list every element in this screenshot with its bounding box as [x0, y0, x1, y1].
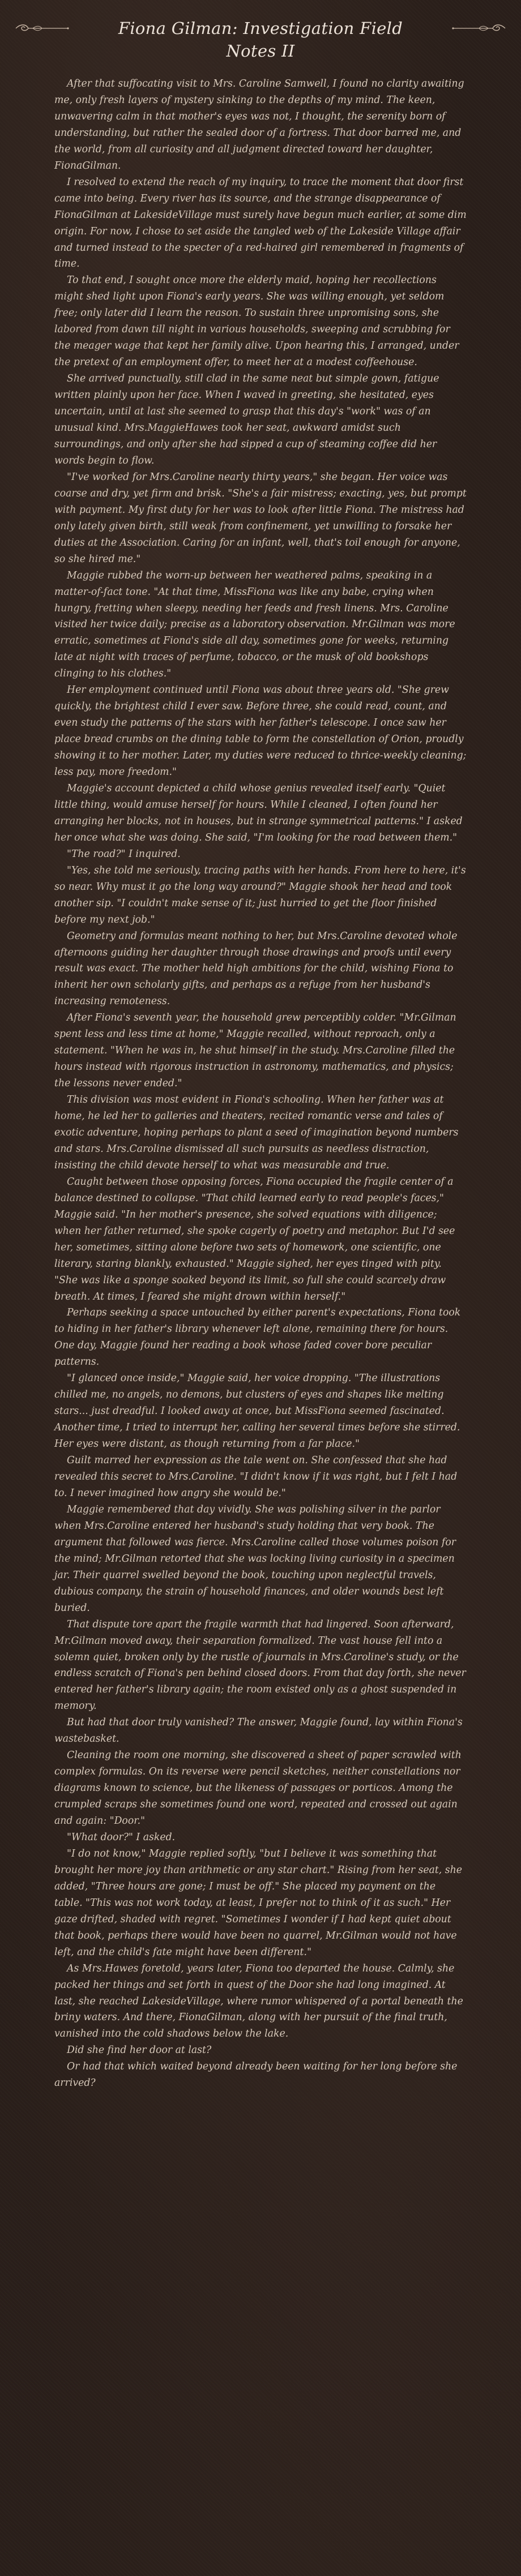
paragraph: "I glanced once inside," Maggie said, her voice dropping. "The illustrations chilled me, no angels, no demons, but clusters of eyes and shapes like melting stars... just dreadful. I looked away at once, but MissFiona seemed fascinated. Another time, I tried to interrupt her, calling her several times before she stirred. Her eyes were distant, as though returning from a far place.": [54, 1373, 460, 1450]
right-flourish-icon: [451, 23, 507, 34]
paragraph: That dispute tore apart the fragile warmth that had lingered. Soon afterward, Mr.Gilman moved away, their separation formalized. The vast house fell into a solemn quiet, broken only by the rustle of journals in Mrs.Caroline's study, or the endless scratch of Fiona's pen behind closed doors. From that day forth, she never entered her father's library again; the room existed only as a ghost suspended in memory.: [54, 1618, 466, 1712]
paragraph: Maggie's account depicted a child whose genius revealed itself early. "Quiet little thing, would amuse herself for hours. While I cleaned, I often found her arranging her blocks, not in houses, but in strange symmetrical patterns." I asked her once what she was doing. She said, "I'm looking for the road between them.": [54, 782, 463, 843]
paragraph: Maggie remembered that day vividly. She was polishing silver in the parlor when Mrs.Caroline entered her husband's study holding that very book. The argument that followed was fierce. Mrs.Caroline called those volumes poison for the mind; Mr.Gilman retorted that she was locking living curiosity in a specimen jar. Their quarrel swelled beyond the book, touching upon neglectful travels, dubious company, the strain of household finances, and older wounds best left buried.: [54, 1503, 456, 1614]
paragraph: "I do not know," Maggie replied softly, "but I believe it was something that brought her more joy than arithmetic or any star chart." Rising from her seat, she added, "Three hours are gone; I must be off." She placed my payment on the table. "This was not work today, at least, I prefer not to think of it as such." Her gaze drifted, shaded with regret. "Sometimes I wonder if I had kept quiet about that book, perhaps there would have been no quarrel, Mr.Gilman would not have left, and the child's fate might have been different.": [54, 1848, 463, 1958]
paragraph: After Fiona's seventh year, the household grew perceptibly colder. "Mr.Gilman spent less and less time at home," Maggie recalled, without reproach, only a statement. "When he was in, he shut himself in the study. Mrs.Caroline filled the hours instead with rigorous instruction in astronomy, mathematics, and physics; the lessons never ended.": [54, 1012, 456, 1090]
paragraph: Guilt marred her expression as the tale went on. She confessed that she had revealed this secret to Mrs.Caroline. "I didn't know if it was right, but I felt I had to. I never imagined how angry she would be.": [54, 1455, 458, 1499]
paragraph: After that suffocating visit to Mrs. Caroline Samwell, I found no clarity awaiting me, only fresh layers of mystery sinking to the depths of my mind. The keen, unwavering calm in that mother's eyes was not, I thought, the serenity born of understanding, but rather the sealed door of a fortress. That door barred me, and the world, from all curiosity and all judgment directed toward her daughter, FionaGilman.: [54, 78, 464, 172]
paragraph: She arrived punctually, still clad in the same neat but simple gown, fatigue written plainly upon her face. When I waved in greeting, she hesitated, eyes uncertain, until at last she seemed to grasp that this day's "work" was of an unusual kind. Mrs.MaggieHawes took her seat, awkward amidst such surroundings, and only after she had sipped a cup of steaming coffee did her words begin to flow.: [54, 373, 439, 466]
paragraph: I resolved to extend the reach of my inquiry, to trace the moment that door first came into being. Every river has its source, and the strange disappearance of FionaGilman at LakesideVillage must surely have begun much earlier, at some dim origin. For now, I chose to set aside the tangled web of the Lakeside Village affair and turned instead to the specter of a red-haired girl remembered in fragments of time.: [54, 176, 467, 270]
page-title: [54, 17, 467, 62]
page-header: [54, 17, 467, 76]
paragraph: Caught between those opposing forces, Fiona occupied the fragile center of a balance destined to collapse. "That child learned early to read people's faces," Maggie said. "In her mother's presence, she solved equations with diligence; when her father returned, she spoke cagerly of poetry and metaphor. But I'd see her, sometimes, sitting alone before two sets of homework, one scientific, one literary, staring blankly, exhausted." Maggie sighed, her eyes tinged with pity. "She was like a sponge soaked beyond its limit, so full she could scarcely draw breath. At times, I feared she might drown within herself.": [54, 1176, 455, 1302]
paragraph: Her employment continued until Fiona was about three years old. "She grew quickly, the brightest child I ever saw. Before three, she could read, count, and even study the patterns of the stars with her father's telescope. I once saw her place bread crumbs on the dining table to form the constellation of Orion, proudly showing it to her mother. Later, my duties were reduced to thrice-weekly cleaning; less pay, more freedom.": [54, 684, 467, 778]
paragraph: Geometry and formulas meant nothing to her, but Mrs.Caroline devoted whole afternoons guiding her daughter through those drawings and proofs until every result was exact. The mother held high ambitions for the child, wishing Fiona to inherit her own scholarly gifts, and perhaps as a refuge from her husband's increasing remoteness.: [54, 930, 458, 1008]
title-line-1: Fiona Gilman: Investigation Field: [118, 19, 403, 38]
paragraph: Did she find her door at last?: [67, 2044, 212, 2056]
paragraph: "Yes, she told me seriously, tracing paths with her hands. From here to here, it's so near. Why must it go the long way around?" Maggie shook her head and took another sip. "I couldn't make sense of it; just hurried to get the floor finished before my next job.": [54, 864, 466, 925]
left-flourish-icon: [14, 23, 70, 34]
paragraph: But had that door truly vanished? The answer, Maggie found, lay within Fiona's wastebasket.: [54, 1717, 463, 1745]
paragraph: "I've worked for Mrs.Caroline nearly thirty years," she began. Her voice was coarse and dry, yet firm and brisk. "She's a fair mistress; exacting, yes, but prompt with payment. My first duty for her was to look after little Fiona. The mistress had only lately given birth, still weak from confinement, yet unwilling to forsake her duties at the Association. Caring for an infant, well, that's toil enough for anyone, so she hired me.": [54, 471, 467, 565]
paragraph: Cleaning the room one morning, she discovered a sheet of paper scrawled with complex formulas. On its reverse were pencil sketches, neither constellations nor diagrams known to science, but the likeness of passages or porticos. Among the crumpled scraps she sometimes found one word, repeated and crossed out again and again: "Door.": [54, 1750, 462, 1827]
paragraph: "The road?" I inquired.: [67, 848, 181, 860]
paragraph: Or had that which waited beyond already been waiting for her long before she arrived?: [54, 2061, 458, 2089]
paragraph: As Mrs.Hawes foretold, years later, Fiona too departed the house. Calmly, she packed her things and set forth in quest of the Door she had long imagined. At last, she reached LakesideVillage, where rumor whispered of a portal beneath the briny waters. And there, FionaGilman, along with her pursuit of the final truth, vanished into the cold shadows below the lake.: [54, 1962, 463, 2040]
paragraph: Maggie rubbed the worn-up between her weathered palms, speaking in a matter-of-fact tone. "At that time, MissFiona was like any babe, crying when hungry, fretting when sleepy, needing her feeds and fresh linens. Mrs. Caroline visited her twice daily; precise as a laboratory observation. Mr.Gilman was more erratic, sometimes at Fiona's side all day, sometimes gone for weeks, returning late at night with traces of perfume, tobacco, or the musk of old bookshops clinging to his clothes.": [54, 569, 455, 680]
notes-body: [54, 76, 467, 2091]
paragraph: This division was most evident in Fiona's schooling. When her father was at home, he led her to galleries and theaters, recited romantic verse and tales of exotic adventure, hoping perhaps to plant a seed of imagination beyond numbers and stars. Mrs.Caroline dismissed all such pursuits as needless distraction, insisting the child devote herself to what was measurable and true.: [54, 1094, 459, 1171]
paragraph: To that end, I sought once more the elderly maid, hoping her recollections might shed light upon Fiona's early years. She was willing enough, yet seldom free; only later did I learn the reason. To sustain three unpromising sons, she labored from dawn till night in various households, sweeping and scrubbing for the meager wage that kept her family alive. Upon hearing this, I arranged, under the pretext of an employment offer, to meet her at a modest coffeehouse.: [54, 275, 459, 368]
paragraph: "What door?" I asked.: [67, 1831, 176, 1843]
paragraph: Perhaps seeking a space untouched by either parent's expectations, Fiona took to hiding in her father's library whenever left alone, remaining there for hours. One day, Maggie found her reading a book whose faded cover bore peculiar patterns.: [54, 1307, 461, 1368]
title-line-2: Notes II: [226, 41, 295, 61]
